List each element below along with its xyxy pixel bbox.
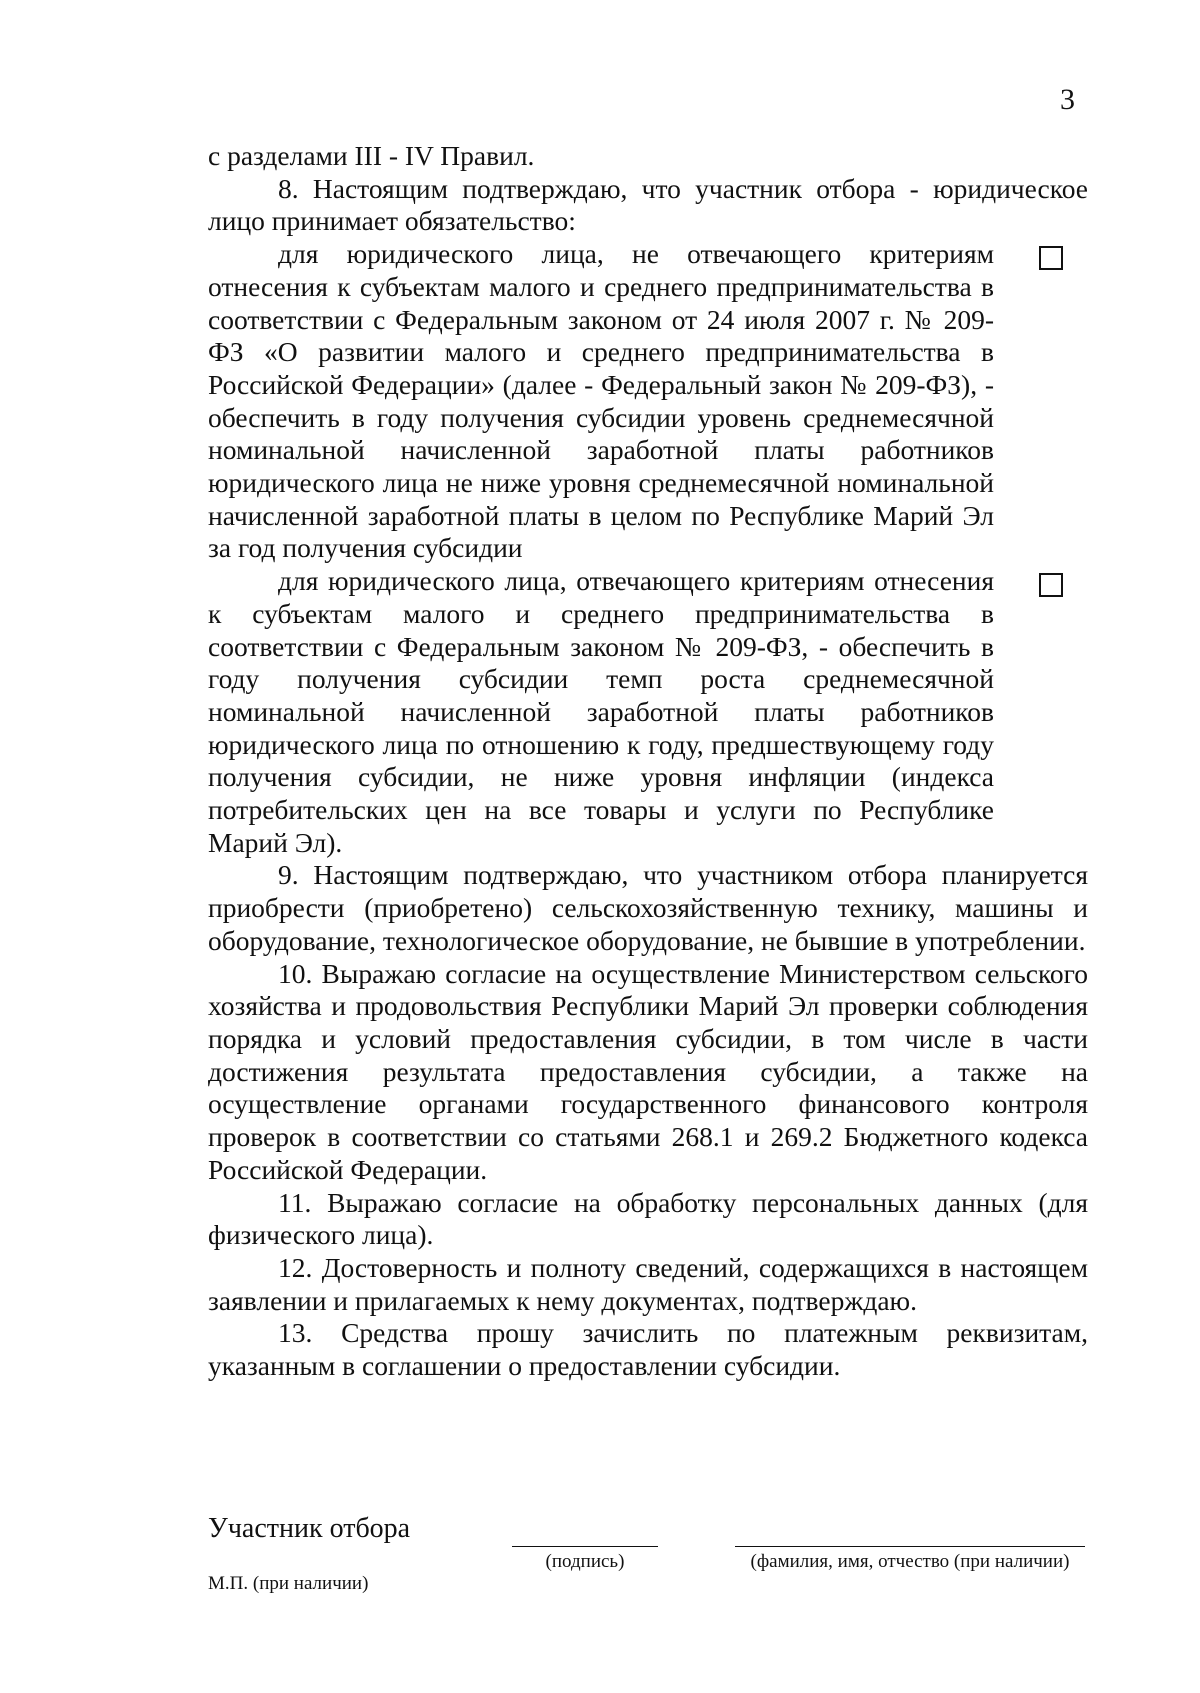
- paragraph-11: 11. Выражаю согласие на обработку персональных данных (для физического лица).: [208, 1186, 1088, 1251]
- full-name-caption: (фамилия, имя, отчество (при наличии): [750, 1551, 1070, 1572]
- full-name-line[interactable]: [735, 1546, 1085, 1547]
- document-body: [208, 140, 1088, 1383]
- signature-caption: (подпись): [545, 1551, 625, 1572]
- option-2-checkbox[interactable]: [1039, 573, 1063, 597]
- option-1-text: для юридического лица, не отвечающего критериям отнесения к субъектам малого и среднего предпринимательства в соответствии с Федеральным законом от 24 июля 2007 г. № 209-ФЗ «О развитии малого и среднего предпринимательства в Российской Федерации» (далее - Федеральный закон № 209-ФЗ), - обеспечить в году получения субсидии уровень среднемесячной номинальной начисленной заработной платы работников юридического лица не ниже уровня среднемесячной номинальной начисленной заработной платы в целом по Республике Марий Эл за год получения субсидии: [208, 238, 994, 564]
- option-row-1: [208, 238, 1088, 565]
- paragraph-13: 13. Средства прошу зачислить по платежным реквизитам, указанным в соглашении о предоставлении субсидии.: [208, 1317, 1088, 1382]
- stamp-note: М.П. (при наличии): [208, 1573, 369, 1594]
- page-number: 3: [1060, 83, 1075, 116]
- signature-line[interactable]: [512, 1546, 658, 1547]
- paragraph-8: 8. Настоящим подтверждаю, что участник отбора - юридическое лицо принимает обязательство:: [208, 172, 1088, 237]
- paragraph-10: 10. Выражаю согласие на осуществление Министерством сельского хозяйства и продовольствия Республики Марий Эл проверки соблюдения порядка и условий предоставления субсидии, в том числе в части достижения результата предоставления субсидии, а также на осуществление органами государственного финансового контроля проверок в соответствии со статьями 268.1 и 269.2 Бюджетного кодекса Российской Федерации.: [208, 957, 1088, 1185]
- paragraph-sections-ref: с разделами III - IV Правил.: [208, 140, 535, 171]
- option-1-checkbox[interactable]: [1039, 246, 1063, 270]
- participant-label: Участник отбора: [208, 1513, 411, 1544]
- paragraph-9: 9. Настоящим подтверждаю, что участником отбора планируется приобрести (приобретено) сельскохозяйственную технику, машины и оборудование, технологическое оборудование, не бывшие в употреблении.: [208, 859, 1088, 956]
- option-2-text: для юридического лица, отвечающего критериям отнесения к субъектам малого и среднего предпринимательства в соответствии с Федеральным законом № 209-ФЗ, - обеспечить в году получения субсидии темп роста среднемесячной номинальной начисленной заработной платы работников юридического лица по отношению к году, предшествующему году получения субсидии, не ниже уровня инфляции (индекса потребительских цен на все товары и услуги по Республике Марий Эл).: [208, 565, 994, 858]
- option-row-2: [208, 565, 1088, 859]
- paragraph-12: 12. Достоверность и полноту сведений, содержащихся в настоящем заявлении и прилагаемых к нему документах, подтверждаю.: [208, 1251, 1088, 1316]
